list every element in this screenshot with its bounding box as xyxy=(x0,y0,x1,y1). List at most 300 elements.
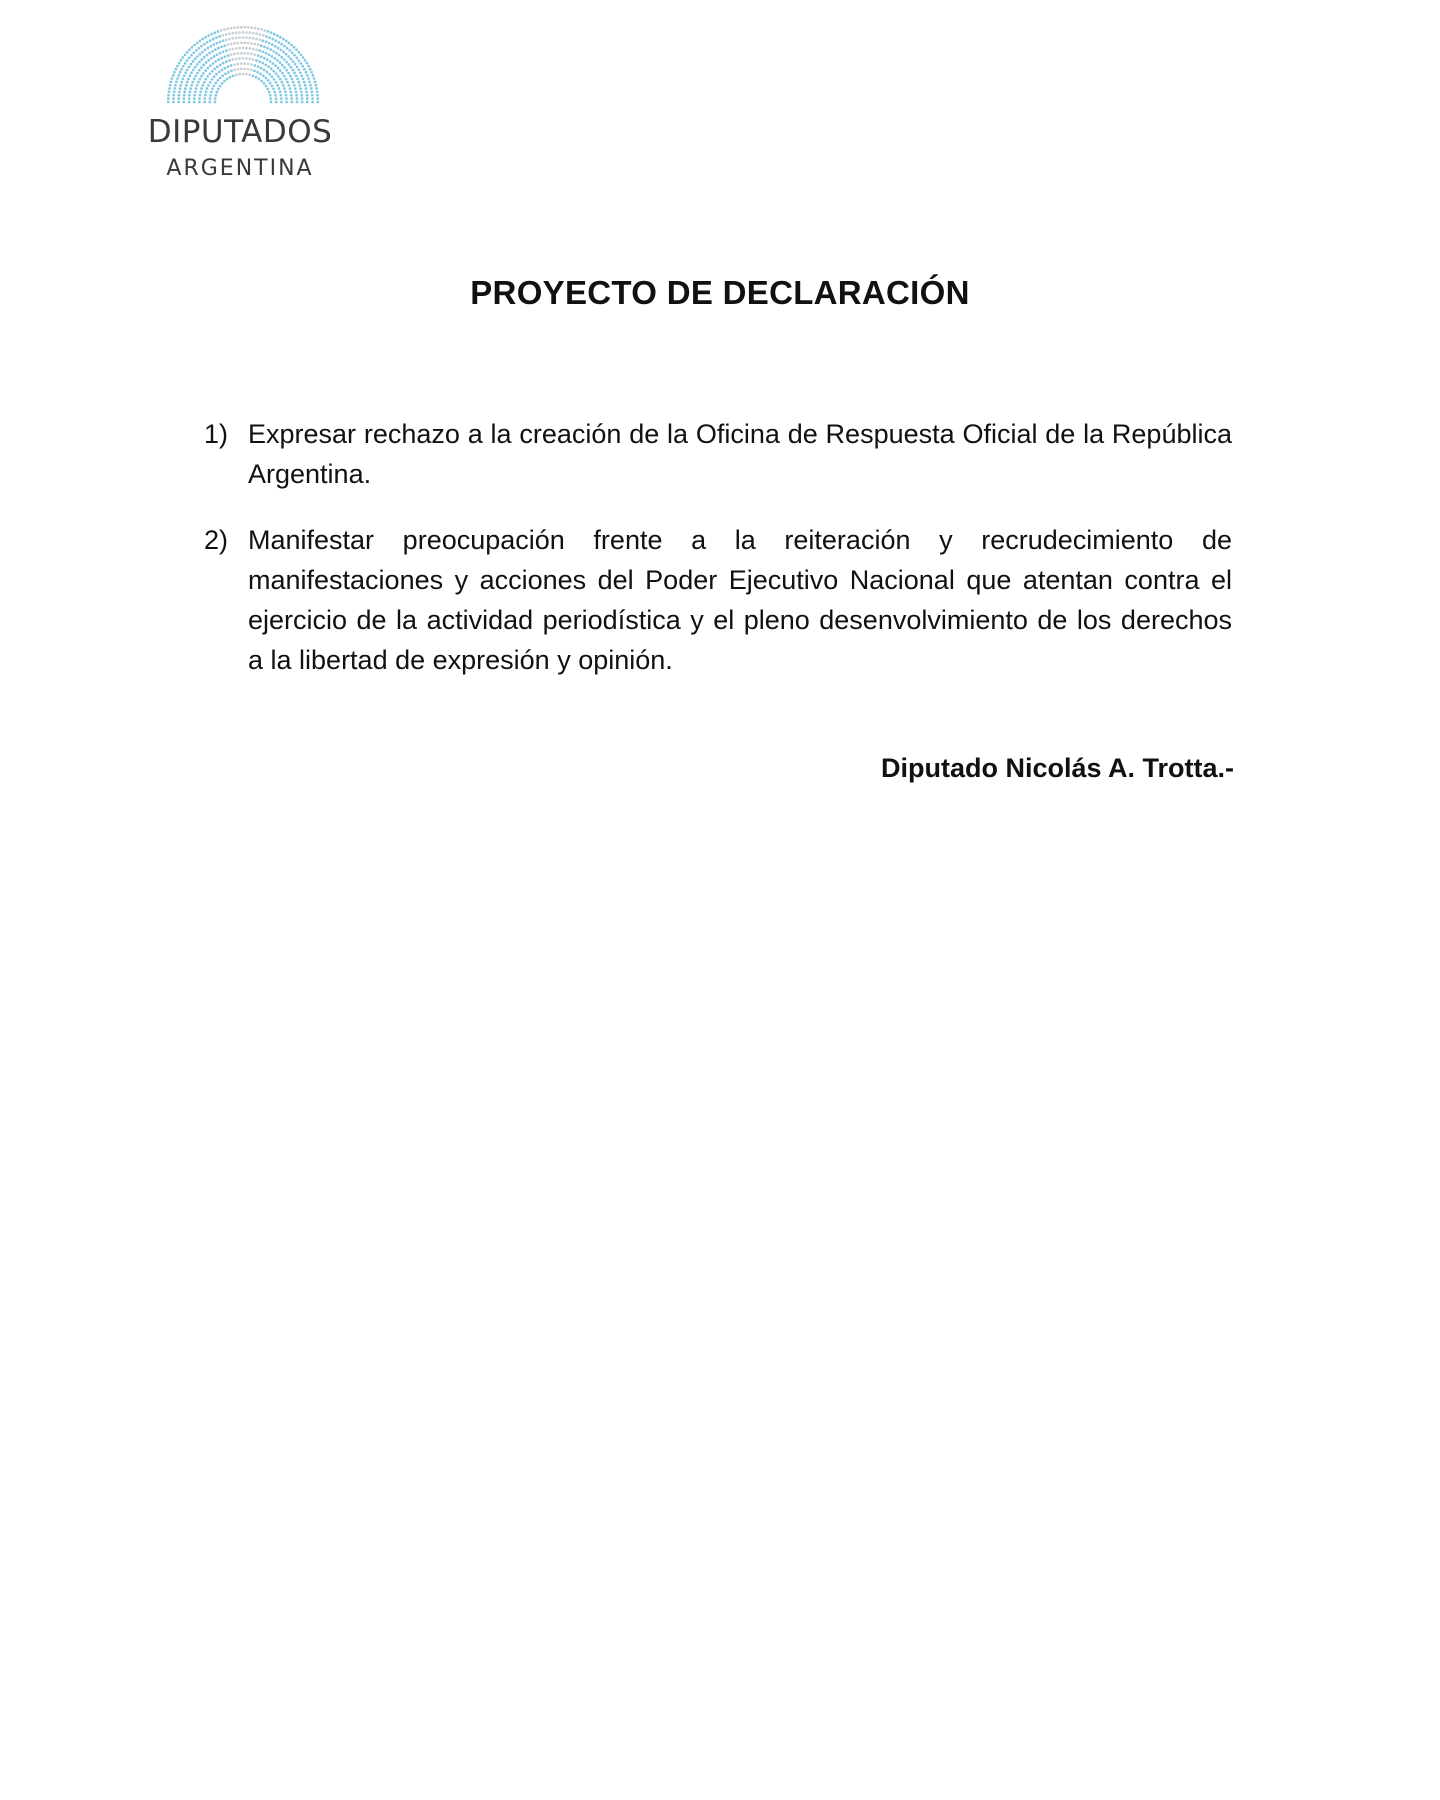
emblem-dot xyxy=(253,53,256,56)
emblem-dot xyxy=(189,91,192,94)
emblem-dot xyxy=(233,69,236,72)
emblem-dot xyxy=(211,70,214,73)
list-item xyxy=(204,414,1232,494)
emblem-dot xyxy=(242,47,245,50)
emblem-dot xyxy=(209,39,212,42)
emblem-dot xyxy=(221,74,224,77)
emblem-dot xyxy=(219,41,222,44)
emblem-dot xyxy=(193,97,196,100)
emblem-dot xyxy=(242,36,245,39)
emblem-dot xyxy=(182,56,185,59)
emblem-dot xyxy=(306,62,309,65)
emblem-dot xyxy=(194,75,197,78)
emblem-dot xyxy=(272,88,275,91)
emblem-dot xyxy=(295,48,298,51)
emblem-dot xyxy=(304,84,307,87)
emblem-dot xyxy=(279,36,282,39)
emblem-dot xyxy=(211,78,214,81)
emblem-dot xyxy=(269,97,272,100)
emblem-dot xyxy=(260,55,263,58)
emblem-dot xyxy=(273,33,276,36)
emblem-dot xyxy=(223,80,226,83)
emblem-dot xyxy=(172,101,175,104)
emblem-dot xyxy=(214,101,217,104)
emblem-dot xyxy=(238,57,241,60)
emblem-dot xyxy=(250,69,253,72)
emblem-dot xyxy=(253,43,256,46)
emblem-dot xyxy=(275,52,278,55)
emblem-dot xyxy=(184,62,187,65)
emblem-dot xyxy=(294,63,297,66)
emblem-dot xyxy=(284,90,287,93)
emblem-dot xyxy=(274,64,277,67)
emblem-dot xyxy=(300,62,303,65)
emblem-dot xyxy=(230,27,233,30)
emblem-dot xyxy=(272,50,275,53)
emblem-dot xyxy=(292,81,295,84)
emblem-dot xyxy=(204,69,207,72)
emblem-dot xyxy=(219,77,222,80)
emblem-dot xyxy=(277,47,280,50)
emblem-dot xyxy=(214,97,217,100)
emblem-dot xyxy=(282,38,285,41)
emblem-dot xyxy=(185,84,188,87)
emblem-dot xyxy=(237,42,240,45)
emblem-dot xyxy=(216,53,219,56)
emblem-dot xyxy=(208,101,211,104)
emblem-dot xyxy=(173,90,176,93)
emblem-dot xyxy=(290,58,293,61)
emblem-dot xyxy=(212,62,215,65)
emblem-dot xyxy=(217,30,220,33)
emblem-dot xyxy=(196,84,199,87)
diputados-logo xyxy=(134,22,354,192)
emblem-dot xyxy=(209,45,212,48)
emblem-dot xyxy=(202,64,205,67)
emblem-dot xyxy=(245,73,248,76)
emblem-dot xyxy=(266,88,269,91)
emblem-dot xyxy=(224,72,227,75)
emblem-dot xyxy=(295,91,298,94)
emblem-dot xyxy=(193,101,196,104)
emblem-dot xyxy=(283,75,286,78)
emblem-dot xyxy=(200,66,203,69)
emblem-dot xyxy=(200,58,203,61)
emblem-dot xyxy=(307,65,310,68)
emblem-dot xyxy=(225,60,228,63)
hemicycle-emblem-icon xyxy=(160,22,326,108)
emblem-dot xyxy=(279,90,282,93)
emblem-dot xyxy=(199,78,202,81)
emblem-dot xyxy=(295,75,298,78)
emblem-dot xyxy=(207,67,210,70)
emblem-dot xyxy=(288,42,291,45)
emblem-dot xyxy=(290,44,293,47)
emblem-dot xyxy=(199,53,202,56)
emblem-dot xyxy=(172,74,175,77)
emblem-dot xyxy=(223,55,226,58)
item-number: 2) xyxy=(204,525,229,555)
emblem-dot xyxy=(310,71,313,74)
emblem-dot xyxy=(179,71,182,74)
emblem-dot xyxy=(209,97,212,100)
emblem-dot xyxy=(233,53,236,56)
emblem-dot xyxy=(287,55,290,58)
emblem-dot xyxy=(240,67,243,70)
emblem-dot xyxy=(265,52,268,55)
emblem-dot xyxy=(225,49,228,52)
emblem-dot xyxy=(289,87,292,90)
emblem-dot xyxy=(171,77,174,80)
emblem-dot xyxy=(245,47,248,50)
emblem-dot xyxy=(295,57,298,60)
emblem-dot xyxy=(188,66,191,69)
emblem-dot xyxy=(285,78,288,81)
emblem-dot xyxy=(198,69,201,72)
emblem-dot xyxy=(193,44,196,47)
emblem-dot xyxy=(274,94,277,97)
emblem-dot xyxy=(265,77,268,80)
emblem-dot xyxy=(245,57,248,60)
emblem-dot xyxy=(276,59,279,62)
emblem-dot xyxy=(182,78,185,81)
emblem-dot xyxy=(301,65,304,68)
emblem-dot xyxy=(291,69,294,72)
emblem-dot xyxy=(305,87,308,90)
emblem-dot xyxy=(174,84,177,87)
emblem-dot xyxy=(240,41,243,44)
emblem-dot xyxy=(300,91,303,94)
emblem-dot xyxy=(213,31,216,34)
emblem-dot xyxy=(268,91,271,94)
emblem-dot xyxy=(262,34,265,37)
emblem-dot xyxy=(188,101,191,104)
emblem-dot xyxy=(228,32,231,35)
emblem-dot xyxy=(273,57,276,60)
emblem-dot xyxy=(237,26,240,29)
emblem-dot xyxy=(311,90,314,93)
emblem-dot xyxy=(252,48,255,51)
emblem-dot xyxy=(190,63,193,66)
emblem-dot xyxy=(303,68,306,71)
emblem-dot xyxy=(237,52,240,55)
emblem-dot xyxy=(258,78,261,81)
emblem-dot xyxy=(175,80,178,83)
emblem-dot xyxy=(268,42,271,45)
emblem-dot xyxy=(263,29,266,32)
document-title: PROYECTO DE DECLARACIÓN xyxy=(470,274,970,311)
emblem-dot xyxy=(214,82,217,85)
emblem-dot xyxy=(200,75,203,78)
logo-subtitle: ARGENTINA xyxy=(166,156,314,181)
emblem-dot xyxy=(291,51,294,54)
emblem-dot xyxy=(180,81,183,84)
emblem-dot xyxy=(267,30,270,33)
emblem-dot xyxy=(213,85,216,88)
emblem-dot xyxy=(240,26,243,29)
emblem-dot xyxy=(280,101,283,104)
emblem-dot xyxy=(274,39,277,42)
emblem-dot xyxy=(193,94,196,97)
emblem-dot xyxy=(303,81,306,84)
emblem-dot xyxy=(316,90,319,93)
emblem-dot xyxy=(309,84,312,87)
emblem-dot xyxy=(217,47,220,50)
emblem-dot xyxy=(265,85,268,88)
emblem-dot xyxy=(307,77,310,80)
emblem-dot xyxy=(227,65,230,68)
emblem-dot xyxy=(237,68,240,71)
emblem-dot xyxy=(281,64,284,67)
emblem-dot xyxy=(267,65,270,68)
emblem-dot xyxy=(195,49,198,52)
emblem-dot xyxy=(225,38,228,41)
emblem-dot xyxy=(298,59,301,62)
emblem-dot xyxy=(314,80,317,83)
emblem-dot xyxy=(285,101,288,104)
emblem-dot xyxy=(235,37,238,40)
emblem-dot xyxy=(260,67,263,70)
emblem-dot xyxy=(255,32,258,35)
emblem-dot xyxy=(280,43,283,46)
emblem-dot xyxy=(213,75,216,78)
emblem-dot xyxy=(243,26,246,29)
emblem-dot xyxy=(191,46,194,49)
emblem-dot xyxy=(231,58,234,61)
emblem-dot xyxy=(206,87,209,90)
emblem-dot xyxy=(188,94,191,97)
emblem-dot xyxy=(231,32,234,35)
emblem-dot xyxy=(281,81,284,84)
emblem-dot xyxy=(219,52,222,55)
emblem-dot xyxy=(283,66,286,69)
emblem-dot xyxy=(263,57,266,60)
emblem-dot xyxy=(168,87,171,90)
emblem-dot xyxy=(238,36,241,39)
emblem-dot xyxy=(276,84,279,87)
emblem-dot xyxy=(189,87,192,90)
emblem-dot xyxy=(271,85,274,88)
emblem-dot xyxy=(290,101,293,104)
emblem-dot xyxy=(293,46,296,49)
emblem-dot xyxy=(183,97,186,100)
emblem-dot xyxy=(192,69,195,72)
emblem-dot xyxy=(199,94,202,97)
emblem-dot xyxy=(292,60,295,63)
emblem-dot xyxy=(266,47,269,50)
emblem-dot xyxy=(211,88,214,91)
emblem-dot xyxy=(184,87,187,90)
emblem-dot xyxy=(203,56,206,59)
emblem-dot xyxy=(311,101,314,104)
emblem-dot xyxy=(184,53,187,56)
emblem-dot xyxy=(230,64,233,67)
emblem-dot xyxy=(174,68,177,71)
emblem-dot xyxy=(260,44,263,47)
emblem-dot xyxy=(177,74,180,77)
emblem-dot xyxy=(204,94,207,97)
emblem-dot xyxy=(206,75,209,78)
emblem-dot xyxy=(261,62,264,65)
emblem-dot xyxy=(243,67,246,70)
emblem-dot xyxy=(264,63,267,66)
emblem-dot xyxy=(186,81,189,84)
emblem-dot xyxy=(248,31,251,34)
emblem-dot xyxy=(248,47,251,50)
emblem-dot xyxy=(173,87,176,90)
emblem-dot xyxy=(172,97,175,100)
emblem-dot xyxy=(279,61,282,64)
emblem-dot xyxy=(309,68,312,71)
emblem-dot xyxy=(243,41,246,44)
declaration-items xyxy=(204,414,1232,706)
emblem-dot xyxy=(258,60,261,63)
emblem-dot xyxy=(237,63,240,66)
emblem-dot xyxy=(282,84,285,87)
emblem-dot xyxy=(200,45,203,48)
emblem-dot xyxy=(194,66,197,69)
emblem-dot xyxy=(209,81,212,84)
emblem-dot xyxy=(167,94,170,97)
emblem-dot xyxy=(219,85,222,88)
emblem-dot xyxy=(204,49,207,52)
emblem-dot xyxy=(198,61,201,64)
emblem-dot xyxy=(223,67,226,70)
emblem-dot xyxy=(206,54,209,57)
emblem-dot xyxy=(212,38,215,41)
emblem-dot xyxy=(267,79,270,82)
emblem-dot xyxy=(296,66,299,69)
emblem-dot xyxy=(247,26,250,29)
emblem-dot xyxy=(197,81,200,84)
emblem-dot xyxy=(243,52,246,55)
emblem-dot xyxy=(179,87,182,90)
emblem-dot xyxy=(220,29,223,32)
emblem-dot xyxy=(286,47,289,50)
emblem-dot xyxy=(199,90,202,93)
emblem-dot xyxy=(308,80,311,83)
emblem-dot xyxy=(258,38,261,41)
emblem-dot xyxy=(178,62,181,65)
emblem-dot xyxy=(299,71,302,74)
emblem-dot xyxy=(269,60,272,63)
emblem-dot xyxy=(257,43,260,46)
emblem-dot xyxy=(226,78,229,81)
emblem-dot xyxy=(289,75,292,78)
emblem-dot xyxy=(315,87,318,90)
emblem-dot xyxy=(238,73,241,76)
list-item xyxy=(204,520,1232,680)
emblem-dot xyxy=(188,57,191,60)
emblem-dot xyxy=(277,67,280,70)
emblem-dot xyxy=(203,97,206,100)
emblem-dot xyxy=(254,64,257,67)
emblem-dot xyxy=(262,39,265,42)
emblem-dot xyxy=(183,91,186,94)
emblem-dot xyxy=(182,65,185,68)
emblem-dot xyxy=(190,54,193,57)
emblem-dot xyxy=(189,75,192,78)
emblem-dot xyxy=(210,33,213,36)
emblem-dot xyxy=(183,74,186,77)
emblem-dot xyxy=(238,31,241,34)
emblem-dot xyxy=(250,53,253,56)
emblem-dot xyxy=(192,60,195,63)
emblem-dot xyxy=(201,84,204,87)
emblem-dot xyxy=(211,50,214,53)
emblem-dot xyxy=(228,59,231,62)
emblem-dot xyxy=(193,78,196,81)
emblem-dot xyxy=(210,57,213,60)
emblem-dot xyxy=(221,82,224,85)
emblem-dot xyxy=(226,27,229,30)
emblem-dot xyxy=(217,58,220,61)
emblem-dot xyxy=(221,34,224,37)
item-text: Manifestar preocupación frente a la reiteración y recrudecimiento de manifestaciones y acciones del Poder Ejecutivo Nacional que atentan contra el ejercicio de la actividad periodística y el pleno desenvolvimiento de los derechos a la libertad de expresión y opinión. xyxy=(248,525,1232,675)
emblem-dot xyxy=(235,31,238,34)
emblem-dot xyxy=(306,94,309,97)
emblem-dot xyxy=(247,52,250,55)
emblem-dot xyxy=(312,74,315,77)
emblem-dot xyxy=(287,72,290,75)
emblem-dot xyxy=(220,57,223,60)
emblem-dot xyxy=(215,91,218,94)
emblem-dot xyxy=(168,90,171,93)
emblem-dot xyxy=(300,74,303,77)
emblem-dot xyxy=(289,91,292,94)
emblem-dot xyxy=(222,50,225,53)
emblem-dot xyxy=(277,41,280,44)
emblem-dot xyxy=(225,33,228,36)
emblem-dot xyxy=(306,97,309,100)
emblem-dot xyxy=(269,48,272,51)
emblem-dot xyxy=(173,71,176,74)
emblem-dot xyxy=(209,64,212,67)
emblem-dot xyxy=(242,57,245,60)
emblem-dot xyxy=(167,101,170,104)
emblem-dot xyxy=(270,31,273,34)
emblem-dot xyxy=(170,80,173,83)
emblem-dot xyxy=(177,101,180,104)
emblem-dot xyxy=(305,91,308,94)
emblem-dot xyxy=(208,52,211,55)
emblem-dot xyxy=(302,78,305,81)
emblem-dot xyxy=(255,48,258,51)
emblem-dot xyxy=(180,68,183,71)
emblem-dot xyxy=(271,43,274,46)
emblem-dot xyxy=(215,36,218,39)
emblem-dot xyxy=(219,63,222,66)
emblem-dot xyxy=(305,71,308,74)
emblem-dot xyxy=(300,53,303,56)
emblem-dot xyxy=(233,42,236,45)
emblem-dot xyxy=(296,78,299,81)
emblem-dot xyxy=(240,52,243,55)
emblem-dot xyxy=(217,88,220,91)
emblem-dot xyxy=(179,84,182,87)
emblem-dot xyxy=(302,56,305,59)
emblem-dot xyxy=(290,94,293,97)
emblem-dot xyxy=(298,84,301,87)
emblem-dot xyxy=(243,62,246,65)
emblem-dot xyxy=(275,97,278,100)
signature: Diputado Nicolás A. Trotta.- xyxy=(880,753,1234,783)
item-number: 1) xyxy=(204,419,229,449)
emblem-dot xyxy=(201,38,204,41)
emblem-dot xyxy=(238,47,241,50)
emblem-dot xyxy=(281,72,284,75)
emblem-dot xyxy=(283,87,286,90)
